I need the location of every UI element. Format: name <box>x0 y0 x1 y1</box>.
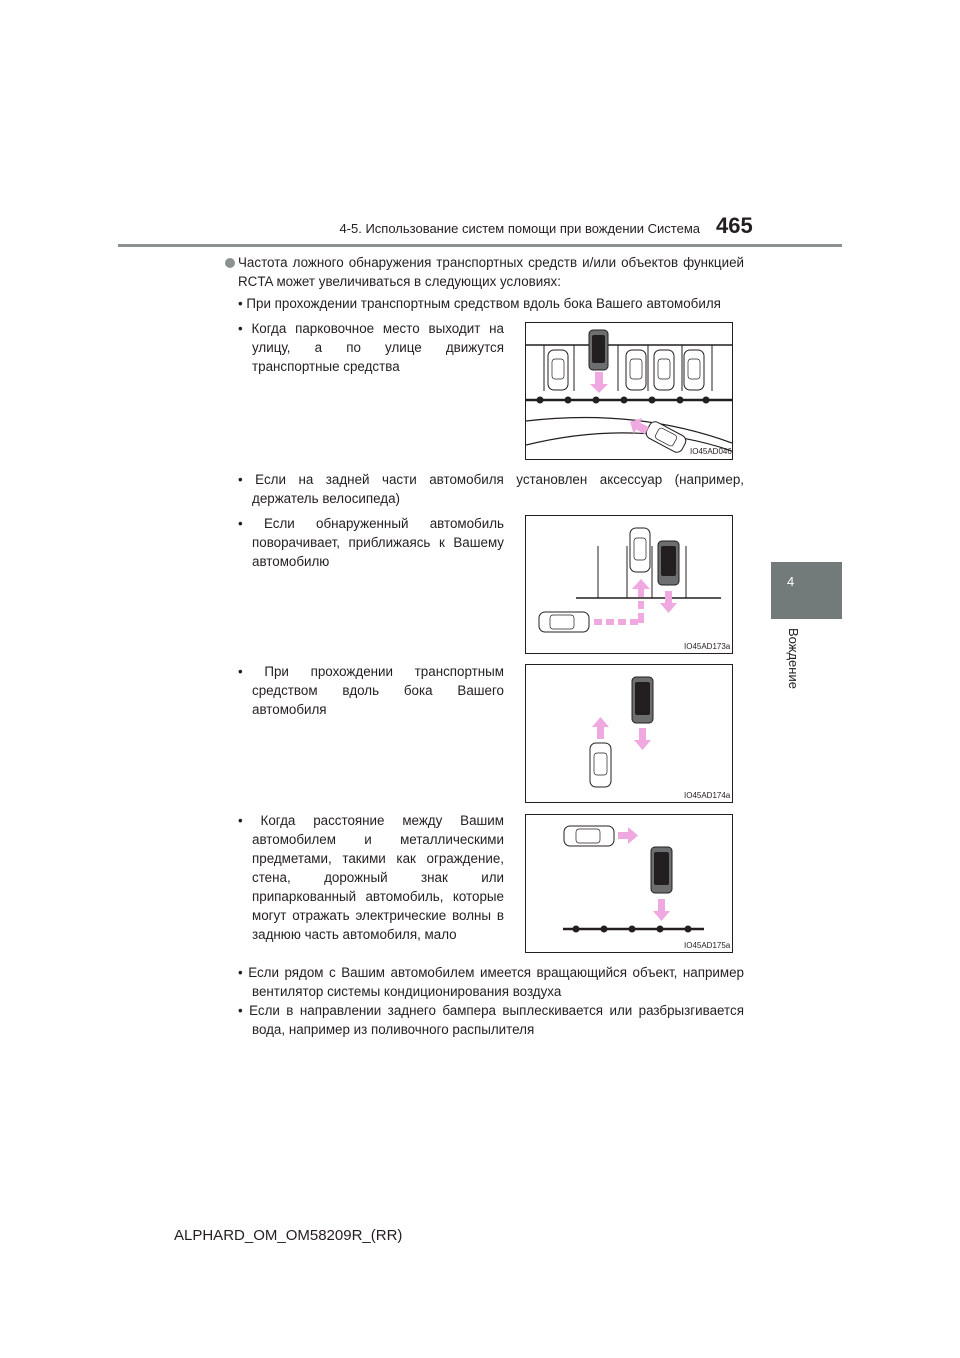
condition-item: • Если обнаруженный автомобиль <box>238 516 504 531</box>
header-rule <box>118 244 842 247</box>
condition-item-cont: автомобилем и металлическими <box>252 832 504 847</box>
chapter-number: 4 <box>787 574 795 589</box>
figure-drawing <box>526 323 732 459</box>
condition-item-cont: вентилятор системы кондиционирования воздуха <box>252 984 562 999</box>
figure-code: IO45AD175a <box>684 941 731 950</box>
condition-item-cont: держатель велосипеда) <box>252 491 400 506</box>
figure-metal-objects <box>525 814 733 953</box>
condition-item: • Если в направлении заднего бампера выплескивается или разбрызгивается <box>238 1003 744 1018</box>
condition-item-cont: вода, например из поливочного распылителя <box>252 1022 535 1037</box>
condition-item-cont: заднюю часть автомобиля, мало <box>252 927 457 942</box>
condition-item-cont: могут отражать электрические волны в <box>252 908 504 923</box>
condition-item-cont: припаркованный автомобиль, которые <box>252 889 504 904</box>
chapter-tab <box>771 562 842 619</box>
condition-item-cont: автомобилю <box>252 554 330 569</box>
bullet-circle-icon <box>225 258 235 268</box>
condition-item: • Если на задней части автомобиля установлен аксессуар (например, <box>238 472 744 487</box>
figure-passing-vehicle <box>525 664 733 803</box>
figure-code: IO45AD174a <box>684 791 731 800</box>
condition-item: • Если рядом с Вашим автомобилем имеется вращающийся объект, например <box>238 965 744 980</box>
condition-item-cont: автомобиля <box>252 702 327 717</box>
figure-turning-vehicle <box>525 515 733 654</box>
condition-item-cont: транспортные средства <box>252 359 400 374</box>
condition-item-cont: предметами, такими как ограждение, <box>252 851 504 866</box>
figure-code: IO45AD173a <box>684 642 731 651</box>
figure-drawing <box>526 516 732 653</box>
figure-drawing <box>526 665 732 802</box>
intro-line-1: Частота ложного обнаружения транспортных средств и/или объектов функцией <box>238 255 744 270</box>
page-number: 465 <box>716 213 753 238</box>
condition-item: • Когда расстояние между Вашим <box>238 813 504 828</box>
figure-parking-street <box>525 322 733 460</box>
condition-item-cont: поворачивает, приближаясь к Вашему <box>252 535 504 550</box>
figure-drawing <box>526 815 732 952</box>
condition-item: • При прохождении транспортным средством вдоль бока Вашего автомобиля <box>238 296 721 311</box>
condition-item-cont: стена, дорожный знак или <box>252 870 504 885</box>
intro-line-2: RCTA может увеличиваться в следующих условиях: <box>238 274 561 289</box>
figure-code: IO45AD046 <box>690 447 732 456</box>
condition-item-cont: улицу, а по улице движутся <box>252 340 504 355</box>
document-code: ALPHARD_OM_OM58209R_(RR) <box>174 1227 403 1244</box>
chapter-label: Вождение <box>786 628 801 689</box>
condition-item: • Когда парковочное место выходит на <box>238 321 504 336</box>
condition-item: • При прохождении транспортным <box>238 664 504 679</box>
section-title: 4-5. Использование систем помощи при вождении Система <box>339 221 700 236</box>
condition-item-cont: средством вдоль бока Вашего <box>252 683 504 698</box>
